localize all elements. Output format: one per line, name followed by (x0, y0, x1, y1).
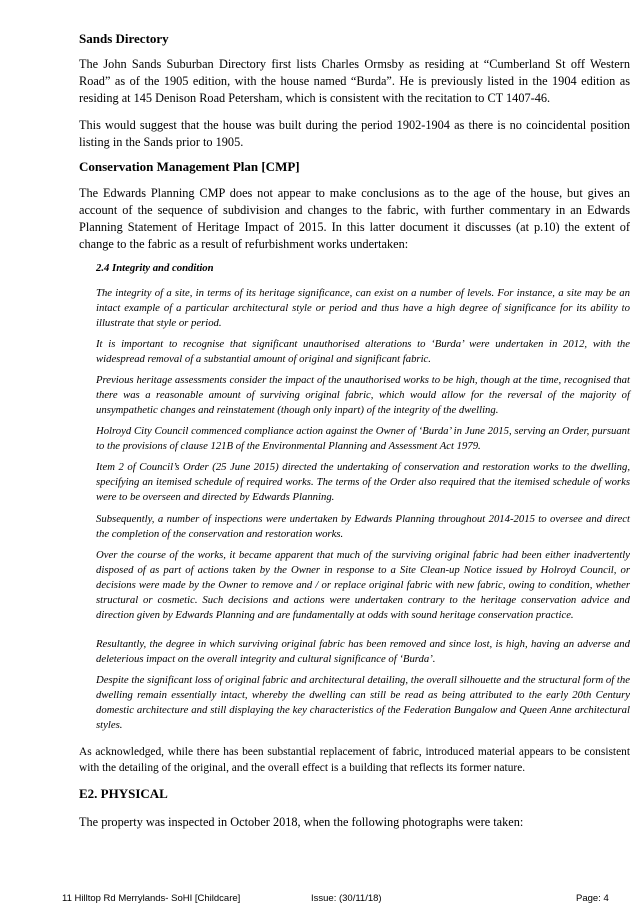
quote-paragraph-9: Despite the significant loss of original fabric and architectural detailing, the overall silhouette and the structural form of the dwelling remain essentially intact, whereby the dwelling can still be read as being attributed to the early 20th Century domestic architecture and still displaying the key characteristics of the Federation Bungalow and Queen Anne architectural styles. (96, 674, 630, 731)
quote-paragraph-5: Item 2 of Council’s Order (25 June 2015) directed the undertaking of conservation and restoration works to the dwelling, specifying an itemised schedule of required works. The terms of the Order also required that the itemised schedule of works were to be overseen and directed by Edwards Planning. (96, 461, 630, 503)
physical-heading: E2. PHYSICAL (79, 786, 168, 801)
quote-paragraph-2: It is important to recognise that significant unauthorised alterations to ‘Burda’ were undertaken in 2012, with the widespread removal of a substantial amount of original and significant fabric. (96, 338, 630, 365)
quote-paragraph-1: The integrity of a site, in terms of its heritage significance, can exist on a number of levels. For instance, a site may be an intact example of a particular architectural style or period and thus have a high degree of significance for its ability to illustrate that style or period. (96, 287, 630, 329)
quote-paragraph-8: Resultantly, the degree in which surviving original fabric has been removed and since lost, is high, having an adverse and deleterious impact on the overall integrity and cultural significance of ‘Burda’. (96, 638, 630, 665)
quote-heading: 2.4 Integrity and condition (96, 262, 214, 274)
sands-paragraph-1: The John Sands Suburban Directory first lists Charles Ormsby as residing at “Cumberland St off Western Road” as of the 1905 edition, with the house named “Burda”. He is previously listed in the 1904 edition as residing at 145 Denison Road Petersham, which is consistent with the recitation to CT 1407-46. (79, 57, 630, 105)
cmp-paragraph: The Edwards Planning CMP does not appear to make conclusions as to the age of the house, but gives an account of the sequence of subdivision and changes to the fabric, with further commentary in an Edwards Planning Statement of Heritage Impact of 2015. In this latter document it discusses (at p.10) the extent of change to the fabric as a result of refurbishment works undertaken: (79, 186, 630, 251)
physical-paragraph: The property was inspected in October 2018, when the following photographs were taken: (79, 815, 524, 829)
quote-paragraph-4: Holroyd City Council commenced compliance action against the Owner of ‘Burda’ in June 2015, serving an Order, pursuant to the provisions of clause 121B of the Environmental Planning and Assessment Act 1979. (96, 425, 630, 452)
cmp-heading: Conservation Management Plan [CMP] (79, 159, 300, 174)
sands-paragraph-2: This would suggest that the house was built during the period 1902-1904 as there is no coincidental position listing in the Sands prior to 1905. (79, 118, 630, 149)
footer-document-title: 11 Hilltop Rd Merrylands- SoHI [Childcare] (62, 893, 241, 904)
after-quote-paragraph: As acknowledged, while there has been substantial replacement of fabric, introduced material appears to be consistent with the detailing of the original, and the overall effect is a building that reflects its former nature. (79, 746, 630, 774)
quote-paragraph-6: Subsequently, a number of inspections were undertaken by Edwards Planning throughout 2014-2015 to oversee and direct the completion of the conservation and restoration works. (96, 513, 630, 540)
footer-page-number: Page: 4 (576, 893, 609, 904)
quote-paragraph-3: Previous heritage assessments consider the impact of the unauthorised works to be high, though at the time, recognised that there was a reasonable amount of surviving original fabric, which would allow for the reversal of the majority of unsympathetic changes and reinstatement (though only inpart) of the integrity of the dwelling. (96, 374, 630, 416)
sands-directory-heading: Sands Directory (79, 31, 169, 46)
quote-paragraph-7: Over the course of the works, it became apparent that much of the surviving original fabric had been either inadvertently disposed of as part of actions taken by the Owner in response to a Site Clean-up Notice issued by Holroyd Council, or decisions were made by the Owner to remove and / or replace original fabric with new fabric, owing to condition, whether structural or cosmetic. Such decisions and actions were undertaken contrary to the heritage conservation advice and direction given by Edwards Planning and are fundamentally at odds with sound heritage conservation practice. (96, 549, 630, 621)
footer-issue-date: Issue: (30/11/18) (311, 893, 382, 904)
